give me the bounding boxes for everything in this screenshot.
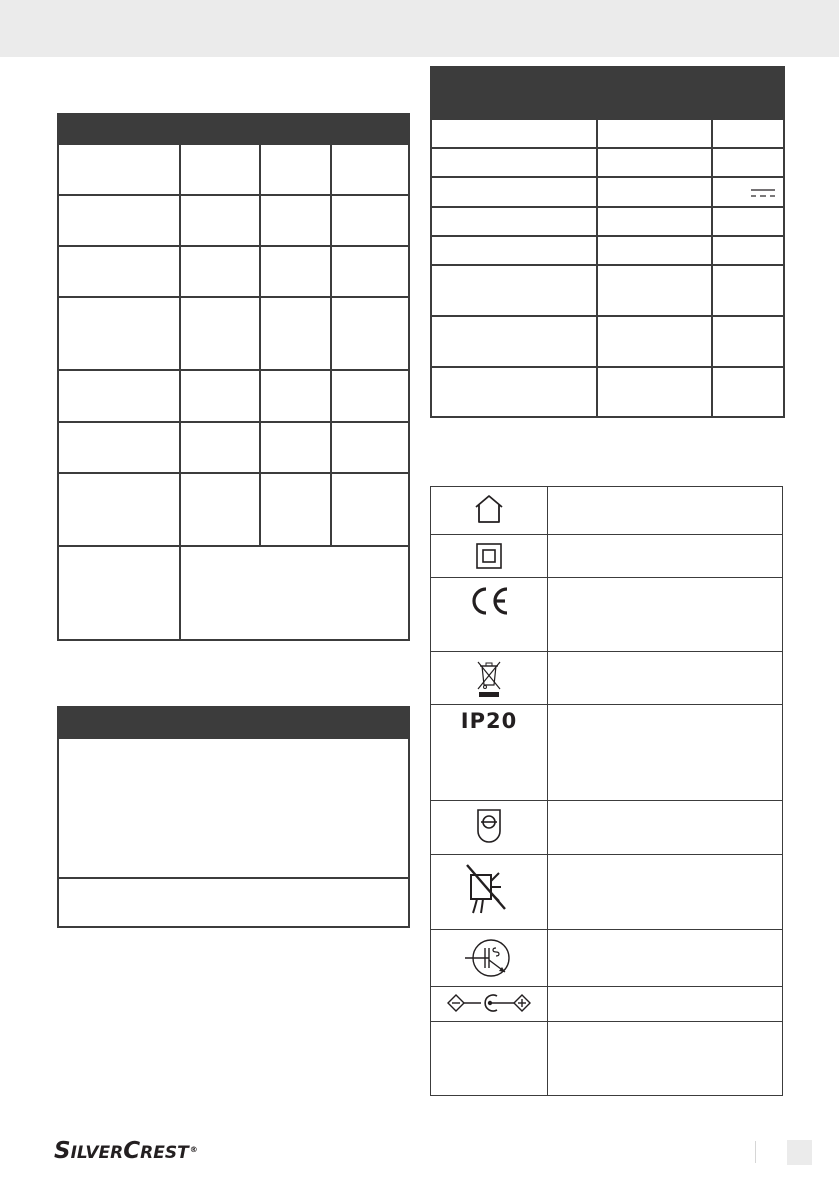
table-cell <box>331 473 409 546</box>
table-cell <box>712 119 784 148</box>
table-cell <box>260 297 331 370</box>
symbol-row <box>431 987 783 1022</box>
table-cell <box>331 195 409 246</box>
table-cell <box>597 367 712 417</box>
symbol-cell <box>431 487 548 535</box>
table-cell <box>180 297 260 370</box>
symbol-cell <box>431 930 548 987</box>
table-row <box>431 148 784 177</box>
table-cell-merged <box>180 546 409 640</box>
table-row <box>58 738 409 878</box>
page-number-box <box>787 1140 812 1165</box>
table-cell <box>331 370 409 422</box>
table-cell <box>431 316 597 367</box>
header-cell <box>331 114 409 144</box>
information-table <box>57 706 410 928</box>
direct-current-icon <box>749 187 777 199</box>
symbol-cell <box>431 801 548 855</box>
symbol-row <box>431 535 783 578</box>
table-cell <box>58 370 180 422</box>
symbol-cell <box>431 705 548 801</box>
table-cell <box>58 144 180 195</box>
brand-initial-c: C <box>123 1138 141 1164</box>
table-cell <box>58 473 180 546</box>
header-cell <box>431 67 597 119</box>
header-cell <box>58 707 409 738</box>
table-cell <box>331 422 409 473</box>
table-row <box>58 546 409 640</box>
protection-class-ii-icon <box>474 541 504 571</box>
table-header-row <box>58 114 409 144</box>
table-cell <box>180 246 260 297</box>
brand-logo <box>54 1138 198 1166</box>
symbol-row <box>431 487 783 535</box>
thermal-fuse-icon <box>461 936 517 980</box>
table-cell <box>260 144 331 195</box>
symbol-cell <box>431 855 548 930</box>
table-header-row <box>431 67 784 119</box>
table-cell <box>260 473 331 546</box>
table-cell <box>180 473 260 546</box>
symbol-description <box>548 801 783 855</box>
table-row <box>58 195 409 246</box>
symbol-description <box>548 652 783 705</box>
table-cell <box>712 316 784 367</box>
table-row <box>431 207 784 236</box>
table-cell <box>597 236 712 265</box>
table-cell <box>331 297 409 370</box>
table-cell <box>58 246 180 297</box>
dc-polarity-icon <box>444 991 534 1015</box>
symbol-description <box>548 987 783 1022</box>
table-cell <box>597 177 712 207</box>
table-cell <box>597 316 712 367</box>
table-row <box>58 422 409 473</box>
table-cell <box>260 370 331 422</box>
table-cell <box>431 236 597 265</box>
table-cell <box>431 265 597 316</box>
symbols-table <box>430 486 783 1096</box>
table-cell <box>597 265 712 316</box>
symbol-description <box>548 855 783 930</box>
symbol-cell <box>431 1022 548 1096</box>
table-cell <box>431 207 597 236</box>
table-row <box>58 246 409 297</box>
table-row <box>431 367 784 417</box>
table-cell <box>331 144 409 195</box>
house-indoor-use-icon <box>470 493 508 525</box>
table-row <box>431 265 784 316</box>
symbol-description <box>548 535 783 578</box>
symbol-cell <box>431 987 548 1022</box>
table-cell <box>712 148 784 177</box>
table-cell <box>58 422 180 473</box>
symbol-row <box>431 801 783 855</box>
table-row <box>431 316 784 367</box>
symbol-row <box>431 1022 783 1096</box>
table-cell <box>58 878 409 927</box>
table-cell <box>180 144 260 195</box>
output-table <box>430 66 785 418</box>
table-cell <box>712 177 784 207</box>
symbol-description <box>548 705 783 801</box>
symbol-cell <box>431 652 548 705</box>
specifications-table <box>57 113 410 641</box>
table-cell <box>58 738 409 878</box>
ce-mark-icon <box>466 584 512 618</box>
table-cell <box>180 195 260 246</box>
table-cell <box>58 546 180 640</box>
table-cell <box>597 207 712 236</box>
table-row <box>431 177 784 207</box>
symbol-description <box>548 930 783 987</box>
header-cell <box>260 114 331 144</box>
table-row <box>58 297 409 370</box>
brand-word-rest: REST <box>140 1143 189 1163</box>
symbol-description <box>548 1022 783 1096</box>
table-cell <box>58 195 180 246</box>
brand-initial-s: S <box>54 1138 71 1164</box>
table-cell <box>712 207 784 236</box>
symbol-cell <box>431 535 548 578</box>
table-cell <box>712 265 784 316</box>
table-cell <box>180 370 260 422</box>
table-cell <box>431 367 597 417</box>
ip20-rating-icon: IP20 <box>460 709 518 733</box>
table-cell <box>597 148 712 177</box>
no-short-circuit-proof-icon <box>459 861 519 917</box>
table-row <box>58 144 409 195</box>
safety-isolating-transformer-icon <box>474 807 504 845</box>
table-cell <box>180 422 260 473</box>
symbol-row <box>431 652 783 705</box>
symbol-row <box>431 855 783 930</box>
table-row <box>58 473 409 546</box>
symbol-cell <box>431 578 548 652</box>
symbol-row <box>431 705 783 801</box>
brand-word-ilver: ILVER <box>70 1143 124 1163</box>
table-cell <box>712 236 784 265</box>
table-row <box>431 236 784 265</box>
symbol-description <box>548 578 783 652</box>
header-cell <box>180 114 260 144</box>
symbol-row <box>431 578 783 652</box>
table-cell <box>58 297 180 370</box>
symbol-row <box>431 930 783 987</box>
footer-divider <box>755 1141 756 1163</box>
table-cell <box>431 119 597 148</box>
header-cell <box>712 67 784 119</box>
symbol-description <box>548 487 783 535</box>
table-cell <box>260 422 331 473</box>
table-row <box>58 370 409 422</box>
table-cell <box>331 246 409 297</box>
table-cell <box>431 177 597 207</box>
table-cell <box>597 119 712 148</box>
registered-mark: ® <box>189 1144 198 1154</box>
table-cell <box>712 367 784 417</box>
table-cell <box>260 195 331 246</box>
table-header-row <box>58 707 409 738</box>
table-cell <box>260 246 331 297</box>
header-cell <box>597 67 712 119</box>
top-band <box>0 0 839 57</box>
table-row <box>58 878 409 927</box>
weee-crossed-bin-icon <box>474 658 504 698</box>
table-cell <box>431 148 597 177</box>
table-row <box>431 119 784 148</box>
header-cell <box>58 114 180 144</box>
